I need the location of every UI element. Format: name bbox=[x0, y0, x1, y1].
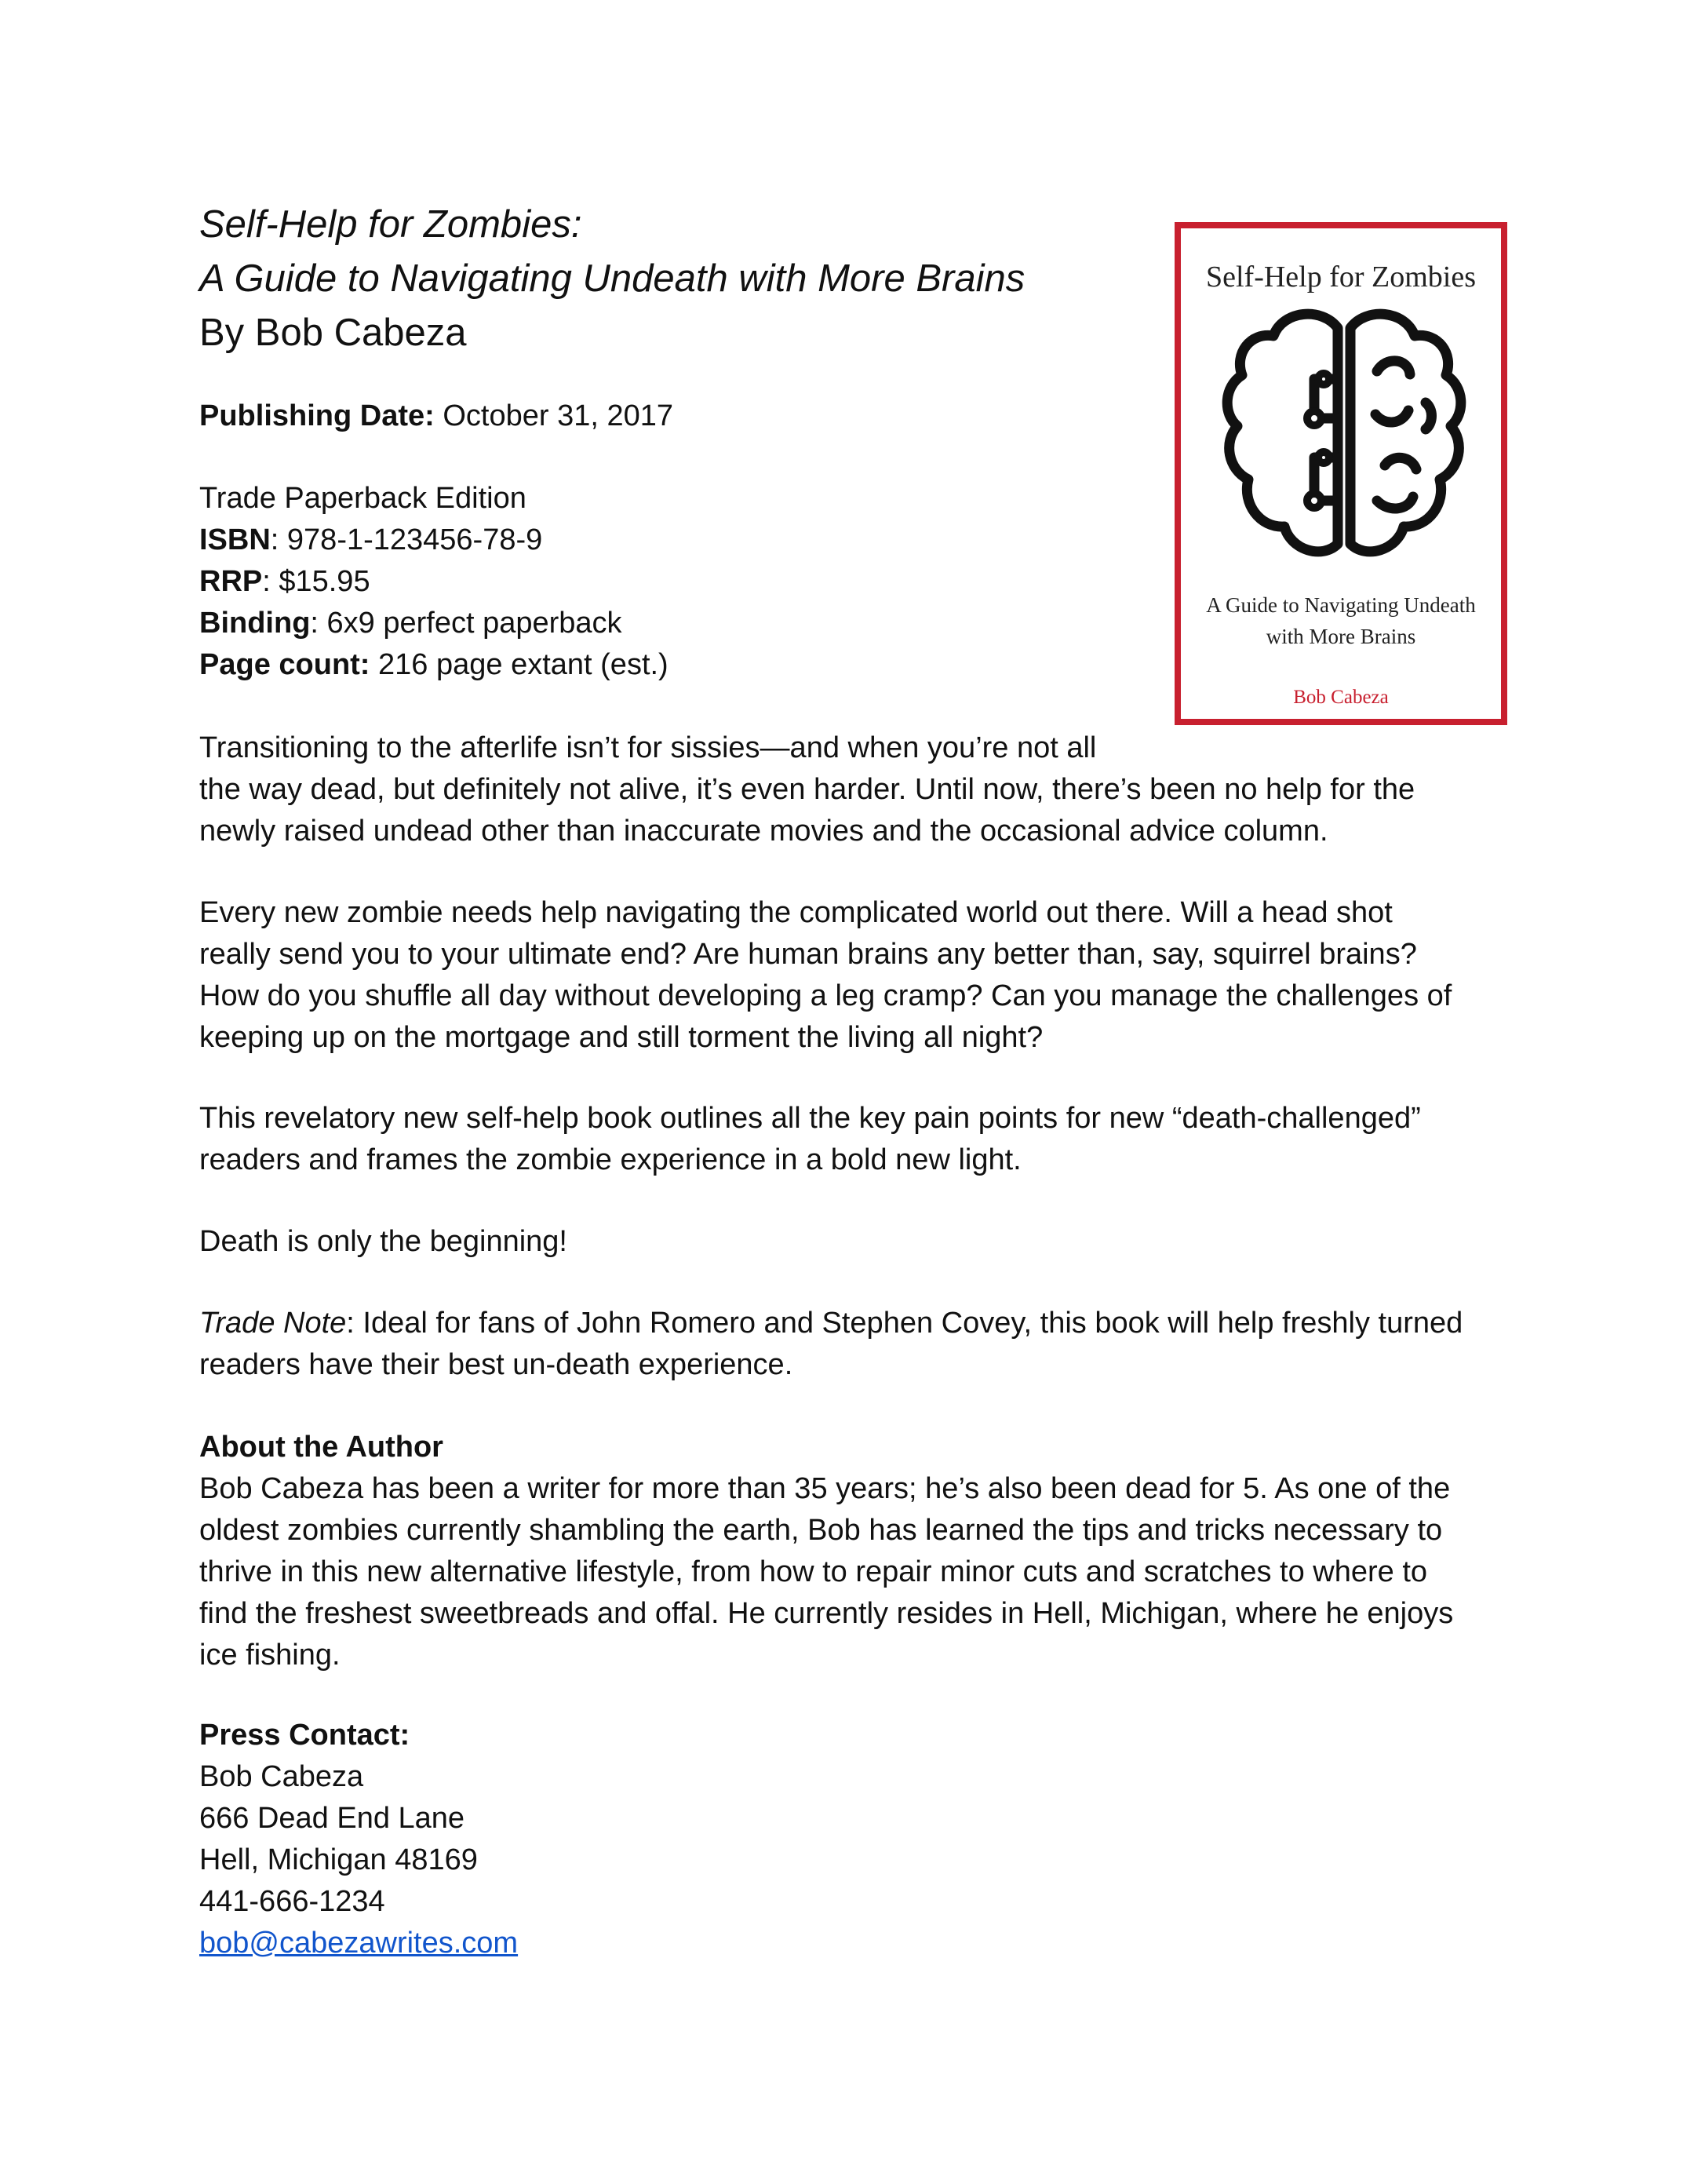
contact-street: 666 Dead End Lane bbox=[199, 1802, 465, 1835]
isbn-label: ISBN bbox=[199, 523, 271, 556]
isbn-row bbox=[199, 520, 668, 561]
tagline: Death is only the beginning! bbox=[199, 1225, 567, 1258]
press-contact-section bbox=[199, 1715, 518, 1964]
paragraph-line: newly raised undead other than inaccurate movies and the occasional advice column. bbox=[199, 815, 1328, 848]
contact-city: Hell, Michigan 48169 bbox=[199, 1843, 478, 1876]
book-cover-image bbox=[1175, 222, 1507, 725]
trade-note-label: Trade Note bbox=[199, 1307, 347, 1340]
about-author-section bbox=[199, 1427, 1453, 1676]
trade-note-text: : Ideal for fans of John Romero and Stephen Covey, this book will help freshly turned bbox=[346, 1307, 1463, 1340]
page-count-value: 216 page extant (est.) bbox=[370, 648, 668, 681]
rrp-value: : $15.95 bbox=[262, 565, 370, 598]
isbn-value: : 978-1-123456-78-9 bbox=[270, 523, 543, 556]
book-byline: By Bob Cabeza bbox=[199, 312, 467, 354]
press-contact-heading: Press Contact: bbox=[199, 1719, 410, 1752]
contact-name: Bob Cabeza bbox=[199, 1760, 364, 1793]
rrp-label: RRP bbox=[199, 565, 263, 598]
book-specs bbox=[199, 478, 668, 686]
contact-email-link[interactable]: bob@cabezawrites.com bbox=[199, 1927, 519, 1960]
cover-subtitle-line2: with More Brains bbox=[1266, 625, 1416, 648]
contact-phone: 441-666-1234 bbox=[199, 1885, 385, 1918]
paragraph-line: This revelatory new self-help book outlines all the key pain points for new “death-challenged” bbox=[199, 1102, 1421, 1135]
binding-row bbox=[199, 603, 668, 644]
about-author-line: Bob Cabeza has been a writer for more than 35 years; he’s also been dead for 5. As one of the bbox=[199, 1472, 1451, 1505]
publishing-date bbox=[199, 396, 673, 437]
cover-subtitle bbox=[1181, 589, 1501, 652]
description-paragraph-3 bbox=[199, 1098, 1421, 1181]
paragraph-line: really send you to your ultimate end? Are human brains any better than, say, squirrel brains? bbox=[199, 938, 1417, 971]
publishing-date-value: October 31, 2017 bbox=[434, 399, 674, 432]
cover-title: Self-Help for Zombies bbox=[1205, 261, 1477, 294]
page-count-label: Page count: bbox=[199, 648, 370, 681]
about-author-line: ice fishing. bbox=[199, 1639, 341, 1672]
trade-note-line1 bbox=[199, 1303, 1463, 1344]
description-paragraph-2 bbox=[199, 892, 1452, 1059]
book-subtitle: A Guide to Navigating Undeath with More Brains bbox=[199, 257, 1026, 300]
binding-value: : 6x9 perfect paperback bbox=[310, 607, 622, 640]
paragraph-line: Every new zombie needs help navigating the complicated world out there. Will a head shot bbox=[199, 896, 1393, 929]
rrp-row bbox=[199, 561, 668, 603]
page-count-row bbox=[199, 644, 668, 686]
about-author-line: oldest zombies currently shambling the earth, Bob has learned the tips and tricks necessary to bbox=[199, 1514, 1443, 1547]
paragraph-line: readers and frames the zombie experience in a bold new light. bbox=[199, 1143, 1022, 1176]
paragraph-line: Transitioning to the afterlife isn’t for sissies—and when you’re not all bbox=[199, 731, 1097, 764]
contact-email-row bbox=[199, 1923, 518, 1964]
about-author-line: thrive in this new alternative lifestyle, from how to repair minor cuts and scratches to where to bbox=[199, 1555, 1428, 1588]
paragraph-line: How do you shuffle all day without developing a leg cramp? Can you manage the challenges of bbox=[199, 979, 1452, 1012]
about-author-heading: About the Author bbox=[199, 1431, 443, 1464]
cover-author: Bob Cabeza bbox=[1293, 687, 1389, 708]
description-paragraph-1 bbox=[199, 727, 1415, 852]
cover-subtitle-line1: A Guide to Navigating Undeath bbox=[1206, 593, 1476, 617]
brain-circuit-icon bbox=[1220, 301, 1468, 567]
book-title: Self-Help for Zombies: bbox=[199, 203, 582, 246]
paragraph-line: the way dead, but definitely not alive, it’s even harder. Until now, there’s been no help for the bbox=[199, 773, 1415, 806]
trade-note-line2: readers have their best un-death experience. bbox=[199, 1348, 793, 1381]
paragraph-line: keeping up on the mortgage and still torment the living all night? bbox=[199, 1021, 1044, 1054]
edition: Trade Paperback Edition bbox=[199, 482, 526, 515]
trade-note bbox=[199, 1303, 1463, 1386]
binding-label: Binding bbox=[199, 607, 311, 640]
book-title-block bbox=[199, 198, 1025, 360]
about-author-line: find the freshest sweetbreads and offal. He currently resides in Hell, Michigan, where he enjoys bbox=[199, 1597, 1454, 1630]
publishing-date-label: Publishing Date: bbox=[199, 399, 435, 432]
